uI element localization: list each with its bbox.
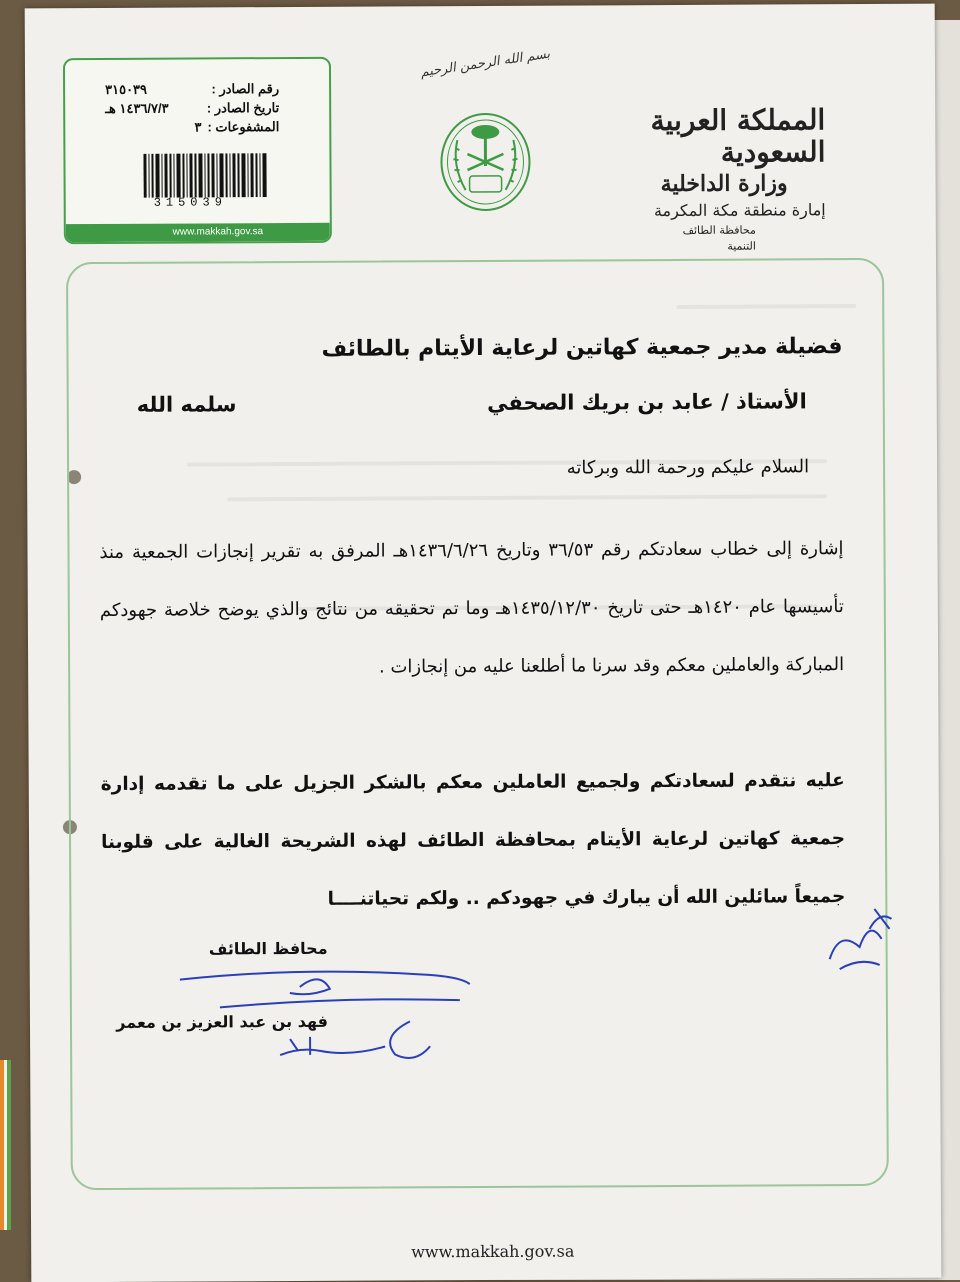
stamp-number-value: ٣١٥٠٣٩ [105,80,147,99]
stamp-date-value: ١٤٣٦/٧/٣ هـ [105,99,169,118]
blessing-text: سلمه الله [137,392,237,417]
department-name: التنمية [586,239,756,256]
governorate-name: محافظة الطائف [586,223,756,240]
letterhead [585,104,826,255]
body-paragraph-1: إشارة إلى خطاب سعادتكم رقم ٣٦/٥٣ وتاريخ ١٤٣٦/٦/٢٦هـ المرفق به تقرير إنجازات الجمعية منذ تأسيسها عام ١٤٢٠هـ حتى تاريخ ١٤٣٥/١٢/٣٠هـ وما تم تحقيقه من نتائج والذي يوضح خلاصة جهودكم المباركة والعاملين معكم وقد سرنا ما أطلعنا عليه من إنجازات . [99,520,844,698]
signatory-title: محافظ الطائف [209,939,328,959]
barcode-number: 315039 [154,195,227,209]
stamp-details [105,79,279,137]
handwritten-initials [819,899,899,979]
basmala: بسم الله الرحمن الرحيم [420,47,551,81]
folder-edge-stripe [0,1060,14,1230]
addressee-name: الأستاذ / عابد بن بريك الصحفي [487,389,807,415]
signatory-name: فهد بن عبد العزيز بن معمر [116,1012,328,1032]
emirate-name: إمارة منطقة مكة المكرمة [586,198,826,223]
outgoing-stamp [63,57,332,244]
kingdom-name: المملكة العربية السعودية [585,104,825,169]
barcode-icon [143,153,267,198]
stamp-website: www.makkah.gov.sa [66,223,330,242]
body-paragraph-2: عليه نتقدم لسعادتكم ولجميع العاملين معكم بالشكر الجزيل على ما تقدمه إدارة جمعية كهاتين لرعاية الأيتام بمحافظة الطائف لهذه الشريحة الغالية على قلوبنا جميعاً سائلين الله أن يبارك في جهودكم .. ولكم تحياتنــــا [101,752,846,930]
stamp-date-label: تاريخ الصادر : [207,98,279,117]
stamp-number-row [105,79,279,99]
stamp-date-row [105,98,279,118]
stamp-attachments-row [105,117,279,137]
recipient-line: فضيلة مدير جمعية كهاتين لرعاية الأيتام بالطائف [321,334,842,362]
stamp-attachments-label: المشفوعات : [207,117,279,136]
stamp-attachments-value: ٣ [194,117,201,136]
letter-page [25,4,942,1282]
ministry-name: وزارة الداخلية [586,168,788,199]
greeting-line: السلام عليكم ورحمة الله وبركاته [567,456,809,478]
saudi-emblem-icon [437,110,534,215]
stamp-number-label: رقم الصادر : [211,79,279,98]
footer-website: www.makkah.gov.sa [411,1242,574,1262]
addressee-row [137,389,807,417]
